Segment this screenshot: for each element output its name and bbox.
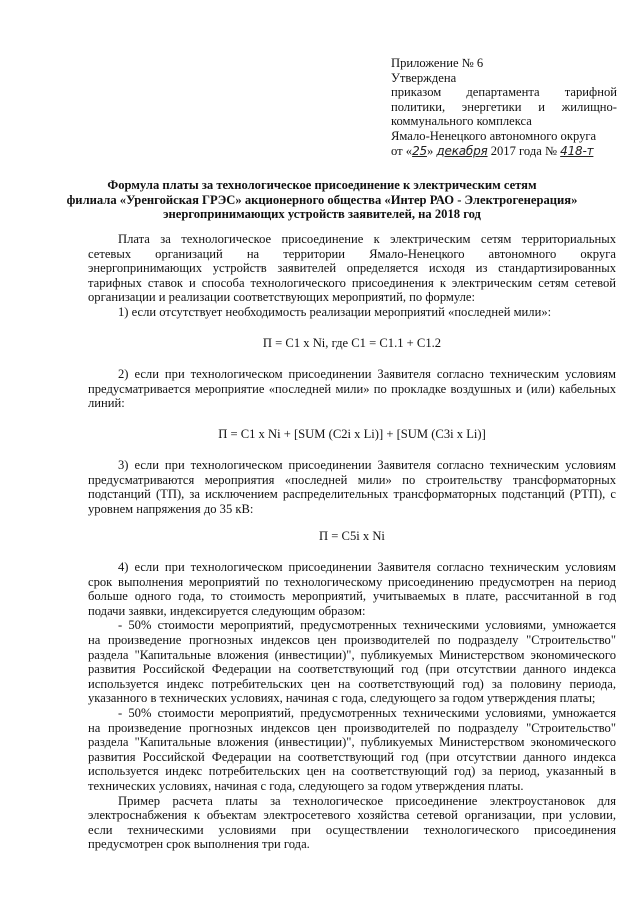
text-line: организации и реализации соответствующих мероприятий, по формуле:	[88, 290, 476, 305]
order-line: приказом департамента тарифной	[391, 85, 617, 100]
date-prefix: от «	[391, 143, 413, 158]
text-line: предусматривается мероприятие «последней мили» по прокладке воздушных и (или) кабельных	[88, 381, 616, 396]
date-mid: »	[426, 143, 434, 158]
text-line: уровнем напряжения до 35 кВ:	[88, 501, 254, 516]
example-line: предусмотрен срок выполнения три года.	[88, 837, 310, 852]
case-2-paragraph	[88, 367, 616, 411]
date-month-handwritten: декабря	[436, 143, 488, 158]
document-title	[52, 178, 592, 222]
bullet-1-line: используется индекс потребительских цен на соответствующий год) за половину периода,	[88, 676, 616, 691]
text-line: 4) если при технологическом присоединении Заявителя согласно техническим условиям	[118, 560, 616, 574]
text-line: энергопринимающих устройств заявителей определяется исходя из стандартизированных	[88, 261, 616, 276]
bullet-2-line: используется индекс потребительских цен на соответствующий год) за период, указанный в	[88, 764, 616, 779]
example-line: Пример расчета платы за технологическое присоединение электроустановок для	[118, 793, 616, 808]
text-line: 2) если при технологическом присоединении Заявителя согласно техническим условиям	[118, 367, 616, 381]
case-3-paragraph	[88, 458, 616, 516]
appendix-label: Приложение № 6	[391, 56, 484, 70]
title-line: Формула платы за технологическое присоединение к электрическим сетям	[107, 178, 537, 192]
bullet-2-line: развития Российской Федерации на соответствующий год (при отсутствии данного индекса	[88, 749, 616, 764]
formula-1: П = С1 х Ni, где С1 = С1.1 + С1.2	[262, 336, 442, 350]
bullet-2-line: на произведение прогнозных индексов цен производителей по подразделу "Строительство"	[88, 720, 616, 735]
formula-3: П = C5i x Ni	[319, 529, 385, 543]
example-line: электроснабжения к объектам электросетевого хозяйства сетевой организации, при условии,	[88, 808, 616, 823]
order-number-handwritten: 418-т	[560, 143, 594, 158]
bullet-1-line: - 50% стоимости мероприятий, предусмотренных техническими условиями, умножается	[118, 618, 616, 633]
approval-block	[391, 56, 617, 158]
date-day-handwritten: 25	[412, 143, 427, 158]
title-line: энергопринимающих устройств заявителей, на 2018 год	[163, 207, 481, 222]
order-date-line	[391, 144, 617, 159]
bullet-2-line: раздела "Капитальные вложения (инвестиции)", публикуемых Министерством экономического	[88, 735, 616, 750]
text-line: тарифных ставок и способа технологического присоединения к электрическим сетям сетевой	[88, 275, 616, 290]
case-1-text: 1) если отсутствует необходимость реализации мероприятий «последней мили»:	[118, 304, 552, 319]
case-4-paragraph	[88, 560, 616, 852]
order-line: политики, энергетики и жилищно-	[391, 99, 617, 114]
text-line: сетевых организаций на территории Ямало-Ненецкого автономного округа	[88, 246, 616, 261]
formula-2: П = С1 х Ni + [SUM (C2i x Li)] + [SUM (C3i x Li)]	[218, 427, 486, 441]
text-line: срок выполнения мероприятий по технологическому присоединению предусмотрен на период	[88, 574, 616, 589]
bullet-2-line: технических условиях, начиная с года, следующего за годом утверждения платы.	[88, 778, 524, 793]
bullet-1-line: раздела "Капитальные вложения (инвестиции)", публикуемых Министерством экономического	[88, 647, 616, 662]
text-line: подстанций (ТП), за исключением распределительных трансформаторных подстанций (РТП), с	[88, 487, 616, 502]
text-line: 3) если при технологическом присоединении Заявителя согласно техническим условиям	[118, 458, 616, 472]
bullet-1-line: развития Российской Федерации на соответствующий год (при отсутствии данного индекса	[88, 662, 616, 677]
order-line: коммунального комплекса	[391, 114, 532, 129]
title-line: филиала «Уренгойская ГРЭС» акционерного общества «Интер РАО - Электрогенерация»	[66, 192, 578, 207]
example-line: если техническими условиями при осуществлении технологического присоединения	[88, 822, 616, 837]
intro-paragraph	[88, 232, 616, 320]
text-line: больше одного года, то стоимость мероприятий, учитываемых в плате, рассчитанной в год	[88, 589, 616, 604]
order-line: Ямало-Ненецкого автономного округа	[391, 128, 597, 143]
bullet-2-line: - 50% стоимости мероприятий, предусмотренных техническими условиями, умножается	[118, 705, 616, 720]
bullet-1-line: указанного в технических условиях, начиная с года, следующего за годом утверждения платы;	[88, 691, 596, 706]
text-line: Плата за технологическое присоединение к электрическим сетям территориальных	[118, 232, 616, 246]
bullet-1-line: на произведение прогнозных индексов цен производителей по подразделу "Строительство"	[88, 632, 616, 647]
text-line: подачи заявки, индексируется следующим образом:	[88, 603, 366, 618]
text-line: линий:	[88, 396, 125, 411]
date-year: 2017 года №	[490, 143, 557, 158]
text-line: предусматриваются мероприятия «последней мили» по строительству трансформаторных	[88, 472, 616, 487]
approved-label: Утверждена	[391, 70, 457, 85]
